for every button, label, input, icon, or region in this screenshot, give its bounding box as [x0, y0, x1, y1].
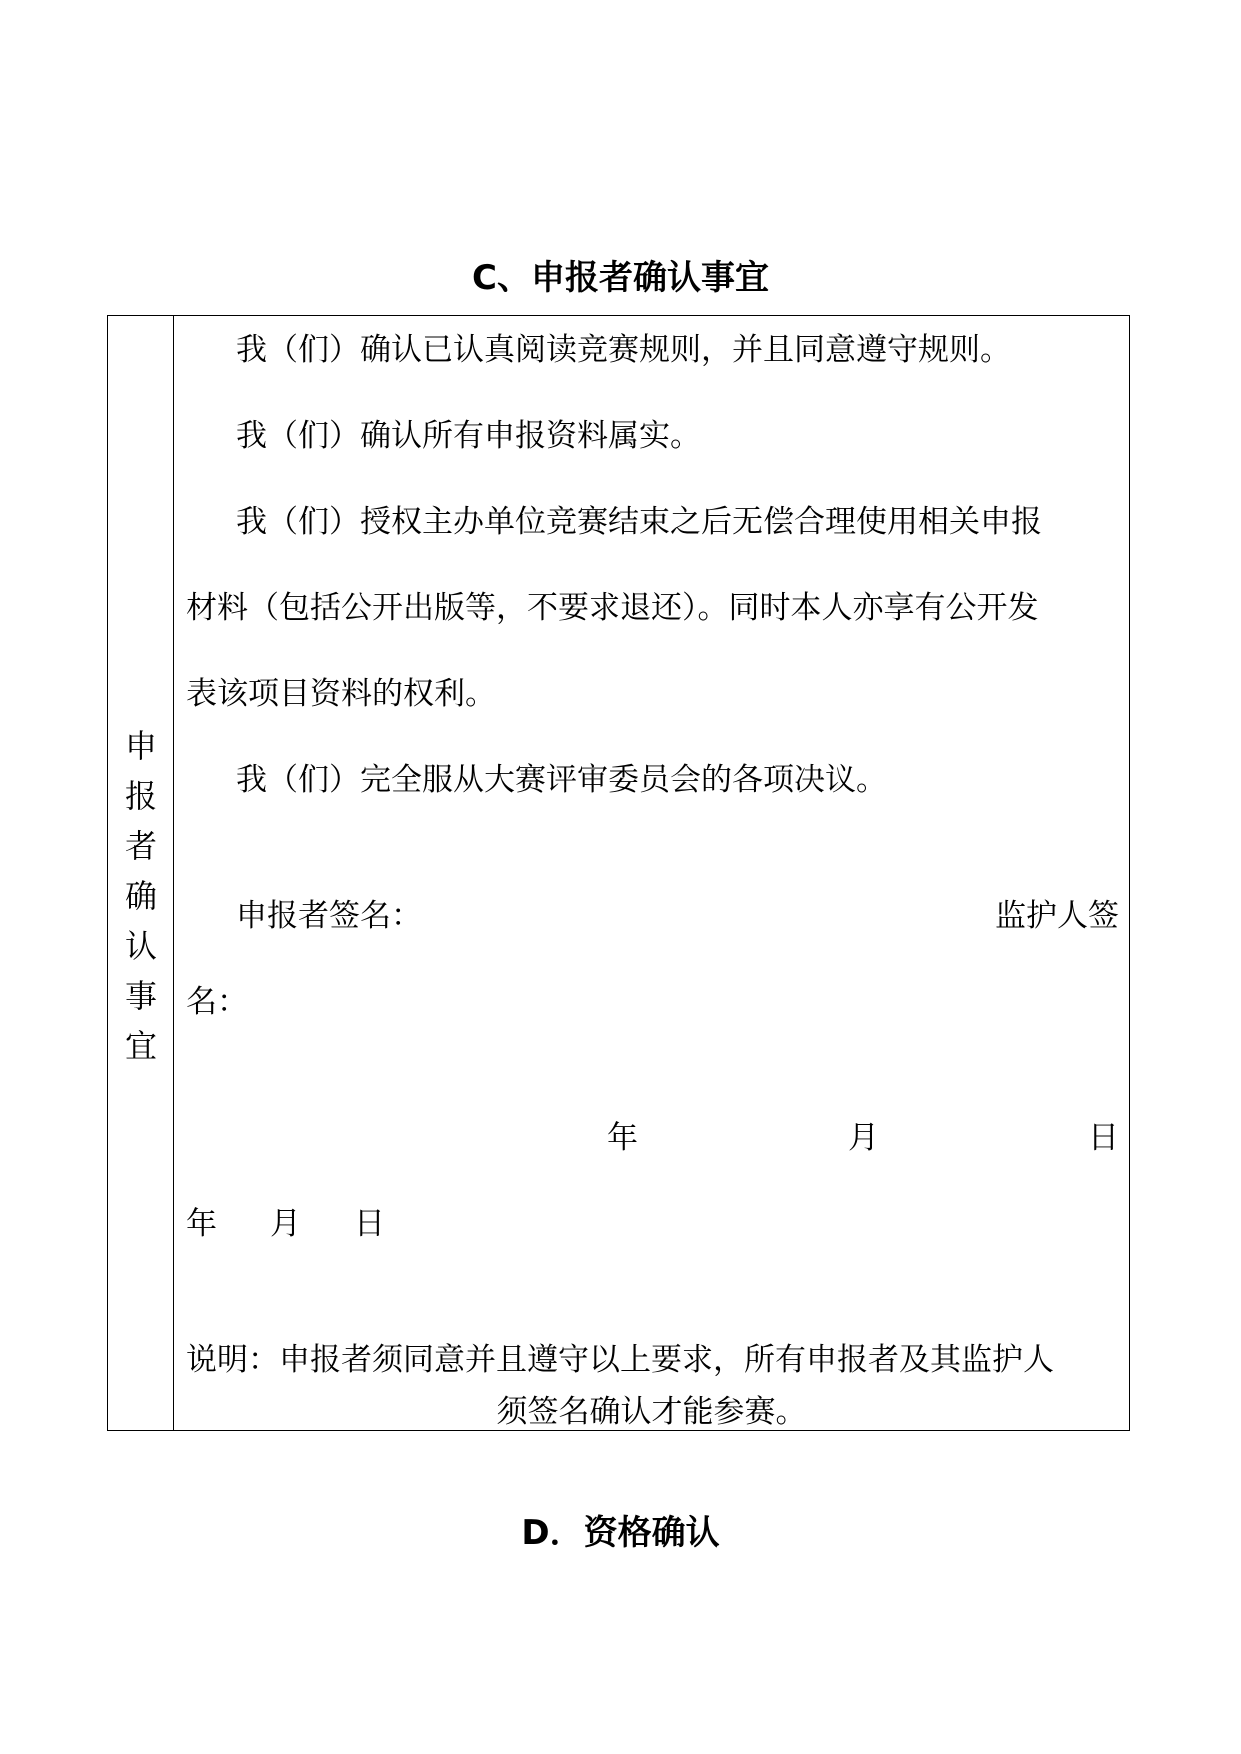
side-label-char: 认 — [124, 927, 157, 965]
side-label-char: 确 — [124, 877, 157, 915]
authorization-line-3: 表该项目资料的权利。 — [186, 676, 496, 712]
side-label-char: 报 — [124, 777, 157, 815]
side-label-char: 事 — [124, 977, 157, 1015]
confirmation-content-cell — [174, 316, 1129, 1430]
authorization-line-2: 材料（包括公开出版等，不要求退还）。同时本人亦享有公开发 — [186, 590, 1039, 626]
applicant-signature-label: 申报者签名： — [236, 898, 422, 934]
confirm-rules-paragraph: 我（们）确认已认真阅读竞赛规则，并且同意遵守规则。 — [236, 332, 1011, 368]
note-line-1: 说明：申报者须同意并且遵守以上要求，所有申报者及其监护人 — [186, 1342, 1054, 1378]
date-day-label: 日 — [1088, 1120, 1119, 1156]
side-label-cell — [108, 316, 174, 1430]
side-label-char: 者 — [124, 827, 157, 865]
side-label-char: 宜 — [124, 1027, 157, 1065]
confirmation-table — [107, 315, 1130, 1431]
date-month-label-2: 月 — [270, 1206, 301, 1242]
date-year-label: 年 — [607, 1120, 638, 1156]
obey-decisions-paragraph: 我（们）完全服从大赛评审委员会的各项决议。 — [236, 762, 887, 798]
confirm-truth-paragraph: 我（们）确认所有申报资料属实。 — [236, 418, 701, 454]
authorization-line-1: 我（们）授权主办单位竞赛结束之后无偿合理使用相关申报 — [236, 504, 1042, 540]
side-label-char: 申 — [124, 727, 157, 765]
section-d-title: D．资格确认 — [521, 1513, 720, 1553]
note-line-2: 须签名确认才能参赛。 — [496, 1394, 807, 1430]
date-year-label-2: 年 — [186, 1206, 217, 1242]
guardian-signature-label-part1: 监护人签 — [995, 898, 1119, 934]
side-label — [108, 721, 174, 1071]
date-month-label: 月 — [848, 1120, 879, 1156]
section-c-title: C、申报者确认事宜 — [472, 258, 769, 298]
date-day-label-2: 日 — [354, 1206, 385, 1242]
guardian-signature-label-part2: 名： — [186, 984, 248, 1020]
